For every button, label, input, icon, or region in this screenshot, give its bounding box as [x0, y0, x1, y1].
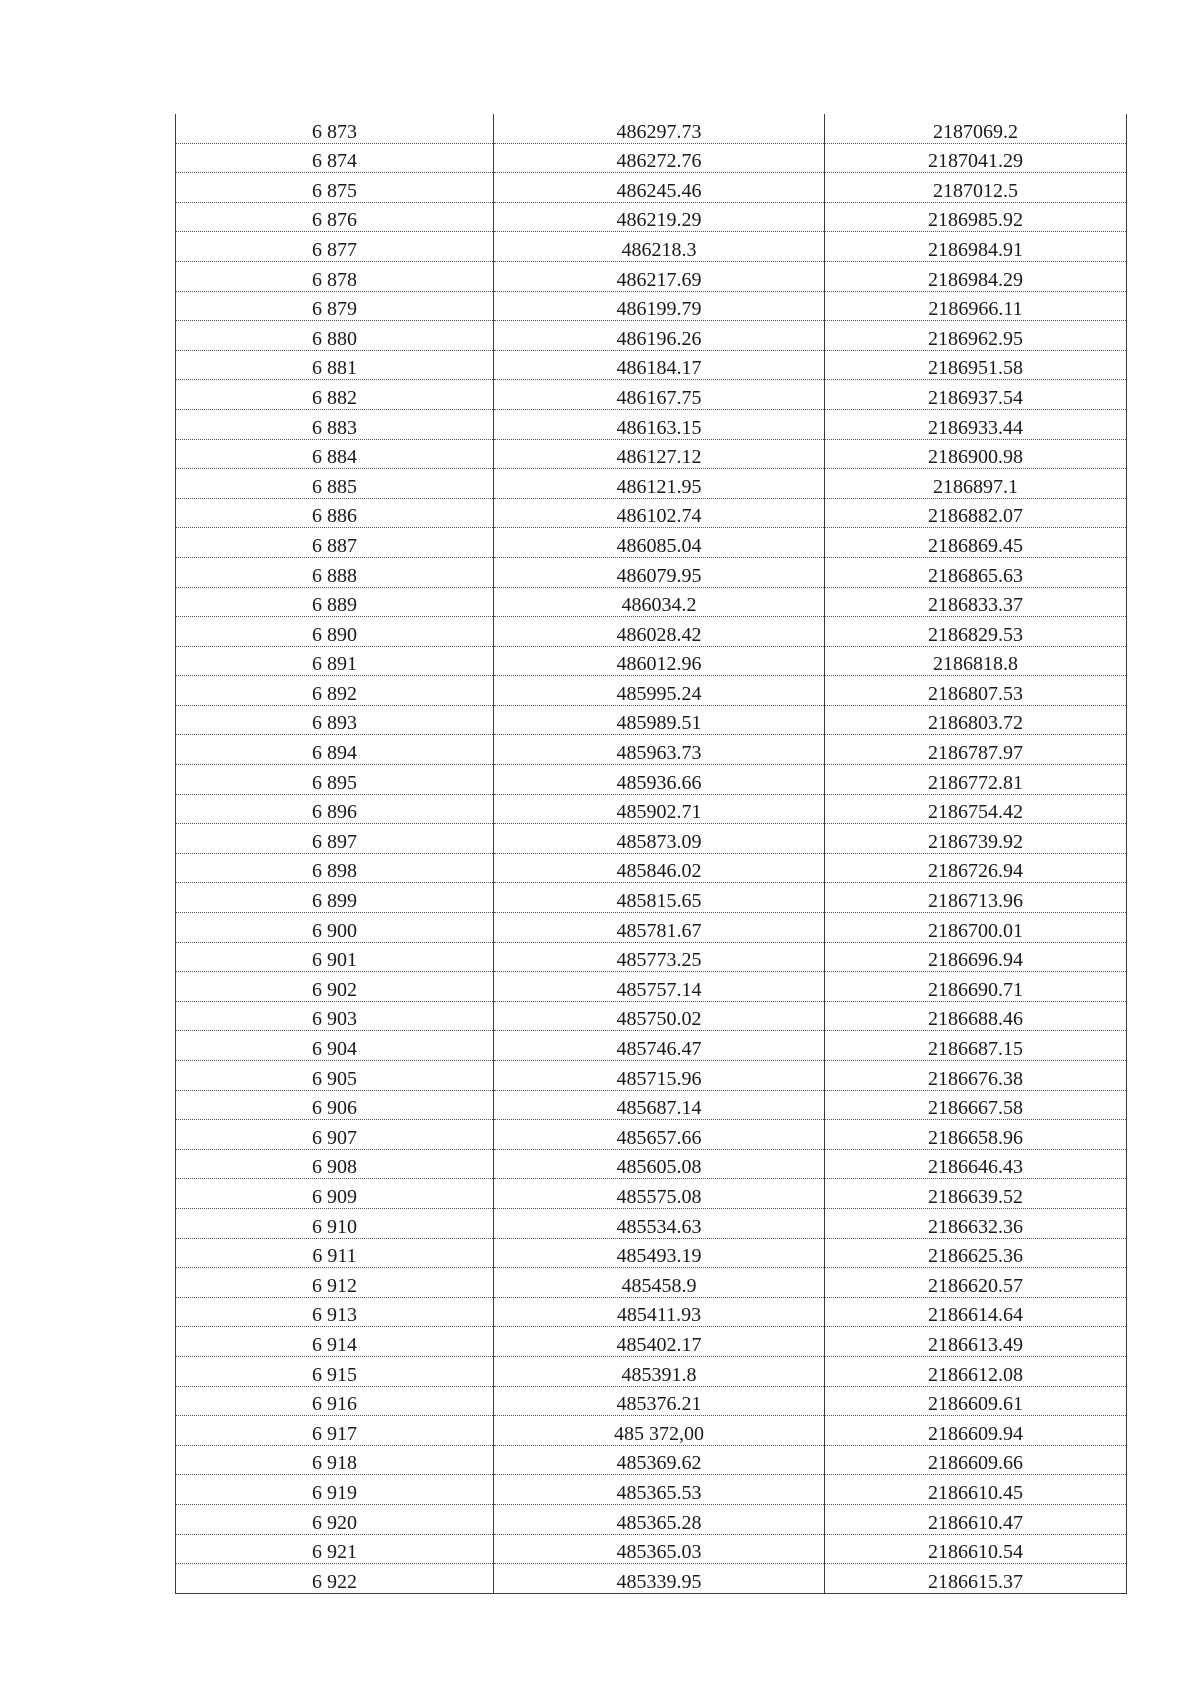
- table-row: [176, 439, 1127, 469]
- x-coordinate-cell: 485963.73: [494, 735, 825, 765]
- x-coordinate-cell: 486297.73: [494, 114, 825, 143]
- point-number-cell: 6 899: [176, 883, 494, 913]
- y-coordinate-cell: 2186610.47: [825, 1504, 1127, 1534]
- x-coordinate-cell: 486218.3: [494, 232, 825, 262]
- point-number-cell: 6 894: [176, 735, 494, 765]
- y-coordinate-cell: 2186713.96: [825, 883, 1127, 913]
- point-number-cell: 6 905: [176, 1061, 494, 1091]
- x-coordinate-cell: 485687.14: [494, 1090, 825, 1120]
- x-coordinate-cell: 485365.53: [494, 1475, 825, 1505]
- x-coordinate-cell: 486217.69: [494, 261, 825, 291]
- table-row: [176, 646, 1127, 676]
- x-coordinate-cell: 485773.25: [494, 942, 825, 972]
- table-row: [176, 1475, 1127, 1505]
- x-coordinate-cell: 486245.46: [494, 173, 825, 203]
- point-number-cell: 6 873: [176, 114, 494, 143]
- y-coordinate-cell: 2187069.2: [825, 114, 1127, 143]
- y-coordinate-cell: 2186833.37: [825, 587, 1127, 617]
- y-coordinate-cell: 2186700.01: [825, 913, 1127, 943]
- y-coordinate-cell: 2186613.49: [825, 1327, 1127, 1357]
- y-coordinate-cell: 2186807.53: [825, 676, 1127, 706]
- x-coordinate-cell: 486121.95: [494, 469, 825, 499]
- x-coordinate-cell: 485902.71: [494, 794, 825, 824]
- point-number-cell: 6 882: [176, 380, 494, 410]
- x-coordinate-cell: 485989.51: [494, 705, 825, 735]
- point-number-cell: 6 906: [176, 1090, 494, 1120]
- point-number-cell: 6 874: [176, 143, 494, 173]
- x-coordinate-cell: 486034.2: [494, 587, 825, 617]
- point-number-cell: 6 903: [176, 1001, 494, 1031]
- point-number-cell: 6 877: [176, 232, 494, 262]
- table-row: [176, 173, 1127, 203]
- table-row: [176, 1001, 1127, 1031]
- table-row: [176, 1356, 1127, 1386]
- x-coordinate-cell: 485402.17: [494, 1327, 825, 1357]
- x-coordinate-cell: 485715.96: [494, 1061, 825, 1091]
- table-row: [176, 409, 1127, 439]
- table-row: [176, 291, 1127, 321]
- y-coordinate-cell: 2186609.94: [825, 1416, 1127, 1446]
- table-row: [176, 469, 1127, 499]
- point-number-cell: 6 889: [176, 587, 494, 617]
- x-coordinate-cell: 485411.93: [494, 1297, 825, 1327]
- point-number-cell: 6 918: [176, 1445, 494, 1475]
- table-row: [176, 765, 1127, 795]
- y-coordinate-cell: 2186739.92: [825, 824, 1127, 854]
- x-coordinate-cell: 485936.66: [494, 765, 825, 795]
- table-row: [176, 321, 1127, 351]
- point-number-cell: 6 900: [176, 913, 494, 943]
- table-row: [176, 1386, 1127, 1416]
- point-number-cell: 6 898: [176, 853, 494, 883]
- x-coordinate-cell: 485365.03: [494, 1534, 825, 1564]
- table-row: [176, 380, 1127, 410]
- table-row: [176, 143, 1127, 173]
- point-number-cell: 6 887: [176, 528, 494, 558]
- y-coordinate-cell: 2186687.15: [825, 1031, 1127, 1061]
- point-number-cell: 6 904: [176, 1031, 494, 1061]
- point-number-cell: 6 919: [176, 1475, 494, 1505]
- x-coordinate-cell: 486196.26: [494, 321, 825, 351]
- point-number-cell: 6 909: [176, 1179, 494, 1209]
- point-number-cell: 6 878: [176, 261, 494, 291]
- point-number-cell: 6 921: [176, 1534, 494, 1564]
- table-row: [176, 942, 1127, 972]
- point-number-cell: 6 876: [176, 202, 494, 232]
- point-number-cell: 6 881: [176, 350, 494, 380]
- y-coordinate-cell: 2186966.11: [825, 291, 1127, 321]
- y-coordinate-cell: 2186615.37: [825, 1564, 1127, 1594]
- table-row: [176, 1090, 1127, 1120]
- table-row: [176, 1445, 1127, 1475]
- y-coordinate-cell: 2186900.98: [825, 439, 1127, 469]
- table-row: [176, 1179, 1127, 1209]
- table-row: [176, 676, 1127, 706]
- table-row: [176, 528, 1127, 558]
- table-row: [176, 794, 1127, 824]
- table-row: [176, 913, 1127, 943]
- x-coordinate-cell: 485846.02: [494, 853, 825, 883]
- point-number-cell: 6 879: [176, 291, 494, 321]
- y-coordinate-cell: 2186612.08: [825, 1356, 1127, 1386]
- x-coordinate-cell: 485365.28: [494, 1504, 825, 1534]
- x-coordinate-cell: 486085.04: [494, 528, 825, 558]
- table-row: [176, 1327, 1127, 1357]
- point-number-cell: 6 911: [176, 1238, 494, 1268]
- y-coordinate-cell: 2186962.95: [825, 321, 1127, 351]
- x-coordinate-cell: 486127.12: [494, 439, 825, 469]
- y-coordinate-cell: 2186676.38: [825, 1061, 1127, 1091]
- point-number-cell: 6 884: [176, 439, 494, 469]
- x-coordinate-cell: 485995.24: [494, 676, 825, 706]
- y-coordinate-cell: 2186772.81: [825, 765, 1127, 795]
- point-number-cell: 6 892: [176, 676, 494, 706]
- table-row: [176, 705, 1127, 735]
- point-number-cell: 6 915: [176, 1356, 494, 1386]
- coordinates-table-body: [176, 114, 1127, 1593]
- y-coordinate-cell: 2186882.07: [825, 498, 1127, 528]
- point-number-cell: 6 910: [176, 1208, 494, 1238]
- table-row: [176, 1504, 1127, 1534]
- table-row: [176, 1268, 1127, 1298]
- x-coordinate-cell: 486163.15: [494, 409, 825, 439]
- point-number-cell: 6 875: [176, 173, 494, 203]
- table-row: [176, 498, 1127, 528]
- point-number-cell: 6 908: [176, 1149, 494, 1179]
- x-coordinate-cell: 485575.08: [494, 1179, 825, 1209]
- y-coordinate-cell: 2186690.71: [825, 972, 1127, 1002]
- x-coordinate-cell: 485605.08: [494, 1149, 825, 1179]
- point-number-cell: 6 920: [176, 1504, 494, 1534]
- table-row: [176, 1238, 1127, 1268]
- y-coordinate-cell: 2186688.46: [825, 1001, 1127, 1031]
- x-coordinate-cell: 486199.79: [494, 291, 825, 321]
- x-coordinate-cell: 485657.66: [494, 1120, 825, 1150]
- table-row: [176, 853, 1127, 883]
- y-coordinate-cell: 2186614.64: [825, 1297, 1127, 1327]
- y-coordinate-cell: 2186787.97: [825, 735, 1127, 765]
- x-coordinate-cell: 486219.29: [494, 202, 825, 232]
- table-row: [176, 824, 1127, 854]
- x-coordinate-cell: 485815.65: [494, 883, 825, 913]
- point-number-cell: 6 917: [176, 1416, 494, 1446]
- point-number-cell: 6 886: [176, 498, 494, 528]
- table-row: [176, 1534, 1127, 1564]
- y-coordinate-cell: 2186984.91: [825, 232, 1127, 262]
- point-number-cell: 6 885: [176, 469, 494, 499]
- table-row: [176, 972, 1127, 1002]
- y-coordinate-cell: 2186609.66: [825, 1445, 1127, 1475]
- x-coordinate-cell: 485750.02: [494, 1001, 825, 1031]
- y-coordinate-cell: 2186696.94: [825, 942, 1127, 972]
- y-coordinate-cell: 2186818.8: [825, 646, 1127, 676]
- y-coordinate-cell: 2186639.52: [825, 1179, 1127, 1209]
- x-coordinate-cell: 485369.62: [494, 1445, 825, 1475]
- y-coordinate-cell: 2186985.92: [825, 202, 1127, 232]
- x-coordinate-cell: 486028.42: [494, 617, 825, 647]
- y-coordinate-cell: 2186609.61: [825, 1386, 1127, 1416]
- table-row: [176, 261, 1127, 291]
- y-coordinate-cell: 2186984.29: [825, 261, 1127, 291]
- x-coordinate-cell: 486184.17: [494, 350, 825, 380]
- y-coordinate-cell: 2186620.57: [825, 1268, 1127, 1298]
- x-coordinate-cell: 485458.9: [494, 1268, 825, 1298]
- x-coordinate-cell: 485493.19: [494, 1238, 825, 1268]
- x-coordinate-cell: 486079.95: [494, 557, 825, 587]
- point-number-cell: 6 893: [176, 705, 494, 735]
- y-coordinate-cell: 2186658.96: [825, 1120, 1127, 1150]
- x-coordinate-cell: 486102.74: [494, 498, 825, 528]
- point-number-cell: 6 901: [176, 942, 494, 972]
- y-coordinate-cell: 2186632.36: [825, 1208, 1127, 1238]
- y-coordinate-cell: 2186933.44: [825, 409, 1127, 439]
- table-row: [176, 350, 1127, 380]
- coordinates-table: [175, 114, 1127, 1594]
- table-row: [176, 114, 1127, 143]
- y-coordinate-cell: 2186865.63: [825, 557, 1127, 587]
- table-row: [176, 617, 1127, 647]
- table-row: [176, 1031, 1127, 1061]
- table-row: [176, 1120, 1127, 1150]
- y-coordinate-cell: 2186667.58: [825, 1090, 1127, 1120]
- y-coordinate-cell: 2186625.36: [825, 1238, 1127, 1268]
- table-row: [176, 1061, 1127, 1091]
- x-coordinate-cell: 486272.76: [494, 143, 825, 173]
- point-number-cell: 6 907: [176, 1120, 494, 1150]
- x-coordinate-cell: 485534.63: [494, 1208, 825, 1238]
- x-coordinate-cell: 485757.14: [494, 972, 825, 1002]
- y-coordinate-cell: 2186937.54: [825, 380, 1127, 410]
- point-number-cell: 6 912: [176, 1268, 494, 1298]
- y-coordinate-cell: 2186829.53: [825, 617, 1127, 647]
- point-number-cell: 6 896: [176, 794, 494, 824]
- table-row: [176, 1416, 1127, 1446]
- table-row: [176, 1564, 1127, 1594]
- y-coordinate-cell: 2186897.1: [825, 469, 1127, 499]
- y-coordinate-cell: 2186646.43: [825, 1149, 1127, 1179]
- point-number-cell: 6 897: [176, 824, 494, 854]
- y-coordinate-cell: 2186610.45: [825, 1475, 1127, 1505]
- table-row: [176, 1297, 1127, 1327]
- point-number-cell: 6 883: [176, 409, 494, 439]
- x-coordinate-cell: 485 372,00: [494, 1416, 825, 1446]
- table-row: [176, 557, 1127, 587]
- table-row: [176, 1208, 1127, 1238]
- y-coordinate-cell: 2186803.72: [825, 705, 1127, 735]
- point-number-cell: 6 914: [176, 1327, 494, 1357]
- x-coordinate-cell: 485873.09: [494, 824, 825, 854]
- table-row: [176, 587, 1127, 617]
- y-coordinate-cell: 2186754.42: [825, 794, 1127, 824]
- point-number-cell: 6 890: [176, 617, 494, 647]
- table-row: [176, 232, 1127, 262]
- y-coordinate-cell: 2186869.45: [825, 528, 1127, 558]
- x-coordinate-cell: 485781.67: [494, 913, 825, 943]
- point-number-cell: 6 888: [176, 557, 494, 587]
- y-coordinate-cell: 2187041.29: [825, 143, 1127, 173]
- x-coordinate-cell: 486012.96: [494, 646, 825, 676]
- point-number-cell: 6 880: [176, 321, 494, 351]
- table-row: [176, 735, 1127, 765]
- y-coordinate-cell: 2186610.54: [825, 1534, 1127, 1564]
- table-row: [176, 202, 1127, 232]
- point-number-cell: 6 922: [176, 1564, 494, 1594]
- point-number-cell: 6 902: [176, 972, 494, 1002]
- table-row: [176, 883, 1127, 913]
- point-number-cell: 6 895: [176, 765, 494, 795]
- x-coordinate-cell: 485339.95: [494, 1564, 825, 1594]
- y-coordinate-cell: 2187012.5: [825, 173, 1127, 203]
- x-coordinate-cell: 485746.47: [494, 1031, 825, 1061]
- x-coordinate-cell: 485391.8: [494, 1356, 825, 1386]
- x-coordinate-cell: 486167.75: [494, 380, 825, 410]
- point-number-cell: 6 913: [176, 1297, 494, 1327]
- table-row: [176, 1149, 1127, 1179]
- x-coordinate-cell: 485376.21: [494, 1386, 825, 1416]
- y-coordinate-cell: 2186951.58: [825, 350, 1127, 380]
- point-number-cell: 6 916: [176, 1386, 494, 1416]
- y-coordinate-cell: 2186726.94: [825, 853, 1127, 883]
- point-number-cell: 6 891: [176, 646, 494, 676]
